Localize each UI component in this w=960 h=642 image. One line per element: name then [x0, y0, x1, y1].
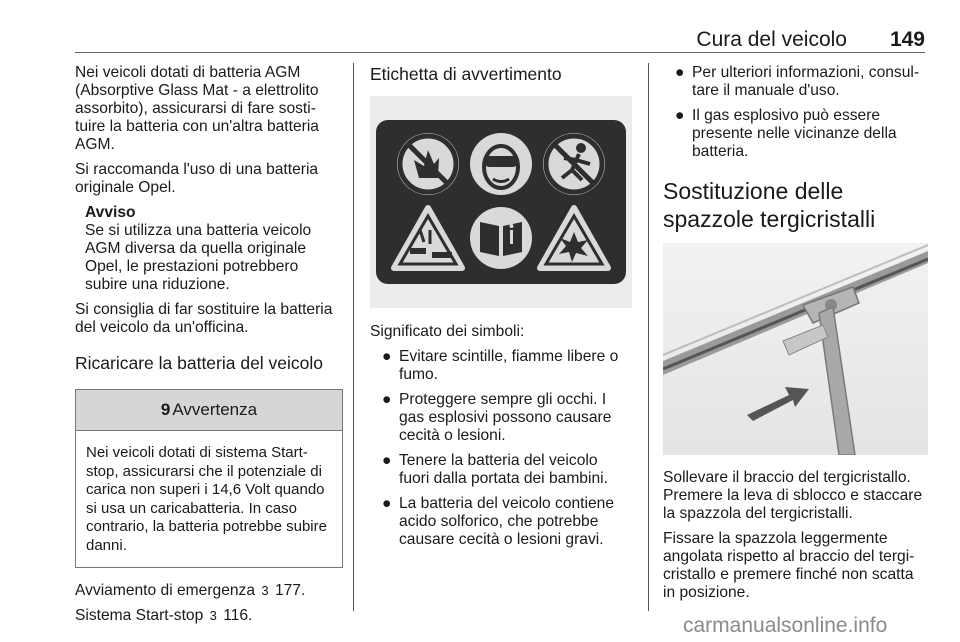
notice-block	[75, 204, 343, 294]
bullet-icon: ●	[382, 495, 392, 512]
column-3	[663, 64, 928, 609]
header-rule	[75, 52, 925, 53]
reference-page: 116.	[223, 607, 253, 624]
reference-text: Avviamento di emergenza	[75, 582, 256, 599]
battery-warning-label-image	[370, 96, 632, 308]
reference-jump-start	[75, 582, 343, 600]
column-2	[370, 64, 632, 556]
heading-warning-label: Etichetta di avvertimento	[370, 64, 562, 84]
bullet-icon: ●	[675, 64, 685, 81]
warning-box	[75, 389, 343, 568]
reference-start-stop	[75, 607, 343, 625]
warning-text: Nei veicoli dotati di sistema Start-stop, assicurarsi che il potenziale di carica non superi i 14,6 Volt quando si usa un caricabatteria. In caso contrario, la batteria potrebbe subire danni.	[86, 444, 327, 554]
wiper-blade-image	[663, 243, 928, 455]
reference-arrow-icon: 3	[261, 583, 269, 598]
no-fire-icon	[397, 133, 459, 195]
wiper-blade-graphic	[663, 243, 928, 455]
warning-label-graphic	[376, 120, 626, 284]
heading-charging: Ricaricare la batteria del veicolo	[75, 353, 324, 373]
paragraph-agm: Nei veicoli dotati di batteria AGM (Absorptive Glass Mat - a elettrolito assorbito), assicurarsi di fare sosti-tuire la batteria con un'altra batteria AGM.	[75, 64, 319, 153]
bullet-icon: ●	[382, 452, 392, 469]
reference-page: 177.	[274, 582, 306, 599]
reference-arrow-icon: 3	[209, 608, 217, 623]
page-number: 149	[889, 28, 925, 51]
symbol-meanings-list	[370, 348, 632, 549]
bullet-icon: ●	[675, 107, 685, 124]
column-divider-2	[648, 63, 649, 611]
notice-title: Avviso	[85, 204, 136, 221]
warning-triangle-icon: 9	[160, 400, 171, 419]
paragraph-workshop: Si consiglia di far sostituire la batteria del veicolo da un'officina.	[75, 301, 333, 336]
no-children-icon	[543, 133, 605, 195]
paragraph-attach-blade: Fissare la spazzola leggermente angolata rispetto al braccio del tergi-cristallo e premere finché non scatta in posizione.	[663, 530, 915, 601]
column-divider-1	[353, 63, 354, 611]
notice-text: Se si utilizza una batteria veicolo AGM diversa da quella originale Opel, le prestazioni potrebbero subire una riduzione.	[85, 222, 312, 293]
bullet-icon: ●	[382, 348, 392, 365]
paragraph-lift-arm: Sollevare il braccio del tergicristallo. Premere la leva di sblocco e staccare la spazzola del tergicristalli.	[663, 469, 923, 522]
reference-text: Sistema Start-stop	[75, 607, 204, 624]
list-item: ● Evitare scintille, fiamme libere o fumo.	[382, 348, 619, 383]
heading-wiper-replacement: Sostituzione delle spazzole tergicristalli	[663, 178, 876, 232]
list-item: ● Proteggere sempre gli occhi. I gas esplosivi possono causare cecità o lesioni.	[382, 391, 612, 444]
page-header	[75, 28, 925, 52]
bullet-icon: ●	[382, 391, 392, 408]
symbols-intro: Significato dei simboli:	[370, 323, 525, 340]
list-item: ● Per ulteriori informazioni, consul-tare il manuale d'uso.	[675, 64, 920, 99]
list-item: ● Il gas esplosivo può essere presente nelle vicinanze della batteria.	[675, 107, 897, 160]
list-item: ● La batteria del veicolo contiene acido solforico, che potrebbe causare cecità o lesioni gravi.	[382, 495, 614, 548]
watermark: carmanualsonline.info	[683, 614, 888, 637]
paragraph-original-battery: Si raccomanda l'uso di una batteria originale Opel.	[75, 161, 319, 196]
eye-protection-icon	[470, 133, 532, 195]
column-1	[75, 64, 343, 632]
warning-header	[76, 390, 342, 431]
warning-title: Avvertenza	[172, 400, 258, 419]
symbol-meanings-list-continued	[663, 64, 928, 161]
section-title: Cura del veicolo	[696, 28, 847, 51]
manual-icon	[470, 207, 532, 269]
list-item: ● Tenere la batteria del veicolo fuori dalla portata dei bambini.	[382, 452, 608, 487]
